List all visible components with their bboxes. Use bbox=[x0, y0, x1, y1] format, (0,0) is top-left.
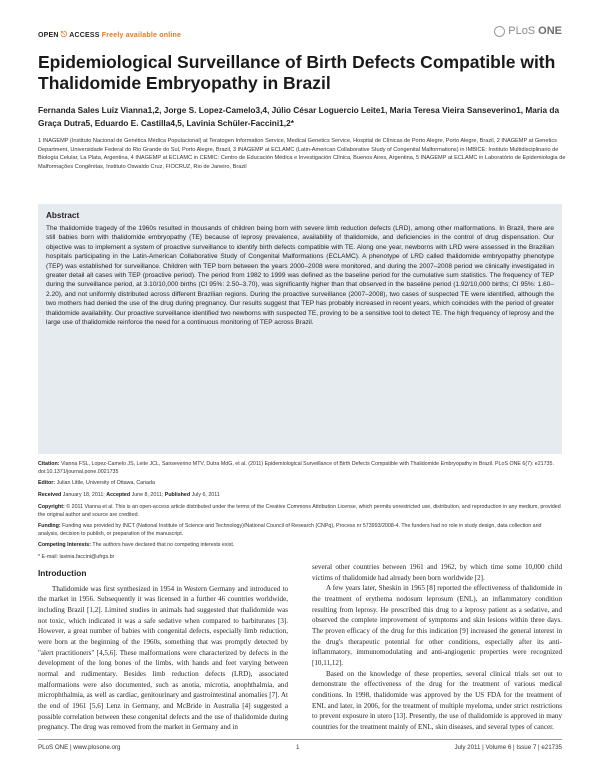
body-paragraph: Thalidomide was first synthesized in 1954 in Western Germany and introduced to the market in 1956. Subsequently it was licensed in a further 46 countries worldwide, including Brazil [1,2]. Limited studies in animals had suggested that thalidomide was not toxic, which indicated it was a safe sedative when compared to barbiturates [3]. However, a great number of babies with congenital defects, especially limb reduction, were born at the beginning of the 1960s, something that was promptly detected by "alert practitioners" [4,5,6]. These malformations were characterized by defects in the development of the long bones of the limbs, with hands and feet varying between normal and rudimentary. Besides limb reduction defects (LRD), associated malformations were also documented, such as anotia, microtia, anophthalmia, and microphthalmia, as well as cardiac, genitourinary and gastrointestinal anomalies [7]. At the end of 1961 [5,6] Lenz in Germany, and McBride in Australia [4] suggested a possible correlation between these congenital defects and the use of thalidomide during pregnancy. The drug was removed from the market in Germany and in bbox=[38, 584, 288, 732]
copyright bbox=[38, 504, 562, 519]
access-label: ACCESS bbox=[69, 32, 100, 39]
copyright-text: © 2011 Vianna et al. This is an open-access article distributed under the terms of the Creative Commons Attribution License, which permits unrestricted use, distribution, and reproduction in any medium, provided the original author and source are credited. bbox=[38, 504, 561, 518]
abstract-heading: Abstract bbox=[46, 211, 80, 220]
body-right-column bbox=[312, 562, 562, 733]
published-date: July 6, 2011 bbox=[191, 492, 220, 498]
open-access-lock-icon: ⎋ bbox=[60, 30, 68, 39]
introduction-heading: Introduction bbox=[38, 568, 87, 578]
email-text[interactable]: * E-mail: lavinia.faccini@ufrgs.br bbox=[38, 554, 115, 560]
footer-divider bbox=[38, 739, 562, 740]
journal-logo-text: PLoS bbox=[508, 25, 536, 37]
received-label: Received bbox=[38, 492, 62, 498]
copyright-label: Copyright: bbox=[38, 504, 65, 510]
funding-label: Funding: bbox=[38, 523, 61, 529]
accepted-label: Accepted bbox=[106, 492, 131, 498]
page-number: 1 bbox=[296, 744, 300, 751]
journal-logo-one: ONE bbox=[538, 25, 562, 37]
abstract-box bbox=[38, 204, 562, 454]
body-paragraph: Based on the knowledge of these properties, several clinical trials set out to demonstrate the effectiveness of the drug for the treatment of various medical conditions. In 1998, thalidomide was approved by the US FDA for the treatment of ENL and later, in 2006, for the treatment of multiple myeloma, under strict restrictions to prevent exposure in utero [13]. Presently, the use of thalidomide is approved in many countries for the treatment mainly of ENL, skin diseases, and several types of cancer. bbox=[312, 669, 562, 731]
citation-text: Vianna FSL, Lopez-Camelo JS, Leite JCL, Sanseverino MTV, Dutra MdG, et al. (2011) Epidemiological Surveillance of Birth Defects Compatible with Thalidomide Embryopathy in Brazil. PLoS ONE 6(7): e21735. doi:10.1371/journal.pone.0021735 bbox=[38, 461, 554, 475]
citation bbox=[38, 461, 562, 476]
abstract-text: The thalidomide tragedy of the 1960s resulted in thousands of children being born with severe limb reduction defects (LRD), among other malformations. In Brazil, there are still babies born with thalidomide embryopathy (TE) because of leprosy prevalence, availability of thalidomide, and deficiencies in the control of drug dispensation. Our objective was to implement a system of proactive surveillance to identify birth defects compatible with TE. Along one year, newborns with LRD were assessed in the Brazilian hospitals participating in the Latin-American Collaborative Study of Congenital Malformations (ECLAMC). A phenotype of LRD called thalidomide embryopathy phenotype (TEP) was established for surveillance. Children with TEP born between the years 2000–2008 were monitored, and during the 2007–2008 period we clinically investigated in greater detail all cases with TEP (proactive period). The period from 1982 to 1999 was defined as the baseline period for the cumulative sum statistics. The frequency of TEP during the surveillance period, at 3.10/10,000 births (CI 95%: 2.50–3.70), was significantly higher than that observed in the baseline period (1.92/10,000 births; CI 95%: 1.60–2.20), and not uniformly distributed across different Brazilian regions. During the proactive surveillance (2007–2008), two cases of suspected TE were identified, although the two mothers had denied the use of the drug during pregnancy. Our results suggest that TEP has probably increased in recent years, which coincides with the period of greater thalidomide availability. Our proactive surveillance identified two newborns with suspected TE, proving to be a sensitive tool to detect TE. The high frequency of leprosy and the large use of thalidomide reinforce the need for a continuous monitoring of TEP across Brazil. bbox=[46, 225, 554, 327]
competing-interests bbox=[38, 542, 562, 550]
open-label: OPEN bbox=[38, 32, 59, 39]
editor bbox=[38, 480, 562, 488]
journal-logo-circle-icon bbox=[494, 26, 505, 37]
footer-issue: July 2011 | Volume 6 | Issue 7 | e21735 bbox=[454, 744, 562, 751]
dates bbox=[38, 492, 562, 500]
body-left-column bbox=[38, 568, 288, 733]
article-title: Epidemiological Surveillance of Birth Defects Compatible with Thalidomide Embryopathy in Brazil bbox=[38, 52, 556, 93]
author-list: Fernanda Sales Luiz Vianna1,2, Jorge S. Lopez-Camelo3,4, Júlio César Loguercio Leite1, Maria Teresa Vieira Sanseverino1, Maria da Graça Dutra5, Eduardo E. Castilla4,5, Lavinia Schüler-Faccini1,2* bbox=[38, 105, 560, 128]
editor-label: Editor: bbox=[38, 480, 56, 486]
competing-label: Competing Interests: bbox=[38, 542, 91, 548]
received-date: January 18, 2011; bbox=[62, 492, 105, 498]
body-paragraph: A few years later, Sheskin in 1965 [8] reported the effectiveness of thalidomide in the treatment of erythema nodosum leprosum (ENL), an inflammatory condition resulting from leprosy. He prescribed this drug to a leprosy patient as a sedative, and observed the complete improvement of symptoms and skin lesions within three days. The proven efficacy of the drug for this indication [9] increased the general interest in the drug's therapeutic potential for other conditions, especially after its anti-inflammatory, immunomodulating and anti-angiogenic properties were recognized [10,11,12]. bbox=[312, 584, 562, 667]
accepted-date: June 8, 2011; bbox=[131, 492, 164, 498]
body-paragraph: several other countries between 1961 and 1962, by which time some 10,000 child victims of thalidomide had already been born worldwide [2]. bbox=[312, 563, 562, 582]
journal-logo bbox=[494, 25, 562, 37]
editor-text: Julian Little, University of Ottawa, Canada bbox=[56, 480, 155, 486]
funding-text: Funding was provided by INCT (National Institute of Science and Technology)/National Council of Research (CNPq), Process nr 573993/2008-4. The funders had no role in study design, data collection and analysis, decision to publish, or preparation of the manuscript. bbox=[38, 523, 542, 537]
citation-label: Citation: bbox=[38, 461, 60, 467]
corresponding-email[interactable] bbox=[38, 554, 562, 562]
published-label: Published bbox=[164, 492, 191, 498]
competing-text: The authors have declared that no competing interests exist. bbox=[92, 542, 235, 548]
funding bbox=[38, 523, 562, 538]
footer-journal[interactable]: PLoS ONE | www.plosone.org bbox=[38, 744, 121, 751]
affiliations: 1 INAGEMP (Instituto Nacional de Genética Médica Populacional) at Teratogen Information Service, Medical Genetics Service, Hospital de Clínicas de Porto Alegre, Porto Alegre, Brazil, 2 INAGEMP at Genetics Department, Universidade Federal do Rio Grande do Sul, Porto Alegre, Brazil, 3 INAGEMP at ECLAMC (Latin-American Collaborative Study of Congenital Malformations) in IMBICE: Instituto Multidisciplinario de Biología Celular, La Plata, Argentina, 4 INAGEMP at ECLAMC in CEMIC: Centro de Educación Médica e Investigación Clínica, Buenos Aires, Argentina, 5 INAGEMP at ECLAMC in Laboratório de Epidemiologia de Malformações Congênitas, Instituto Oswaldo Cruz, FIOCRUZ, Rio de Janeiro, Brazil bbox=[38, 138, 566, 170]
open-access-badge bbox=[38, 30, 181, 40]
freely-available-label: Freely available online bbox=[101, 32, 182, 39]
